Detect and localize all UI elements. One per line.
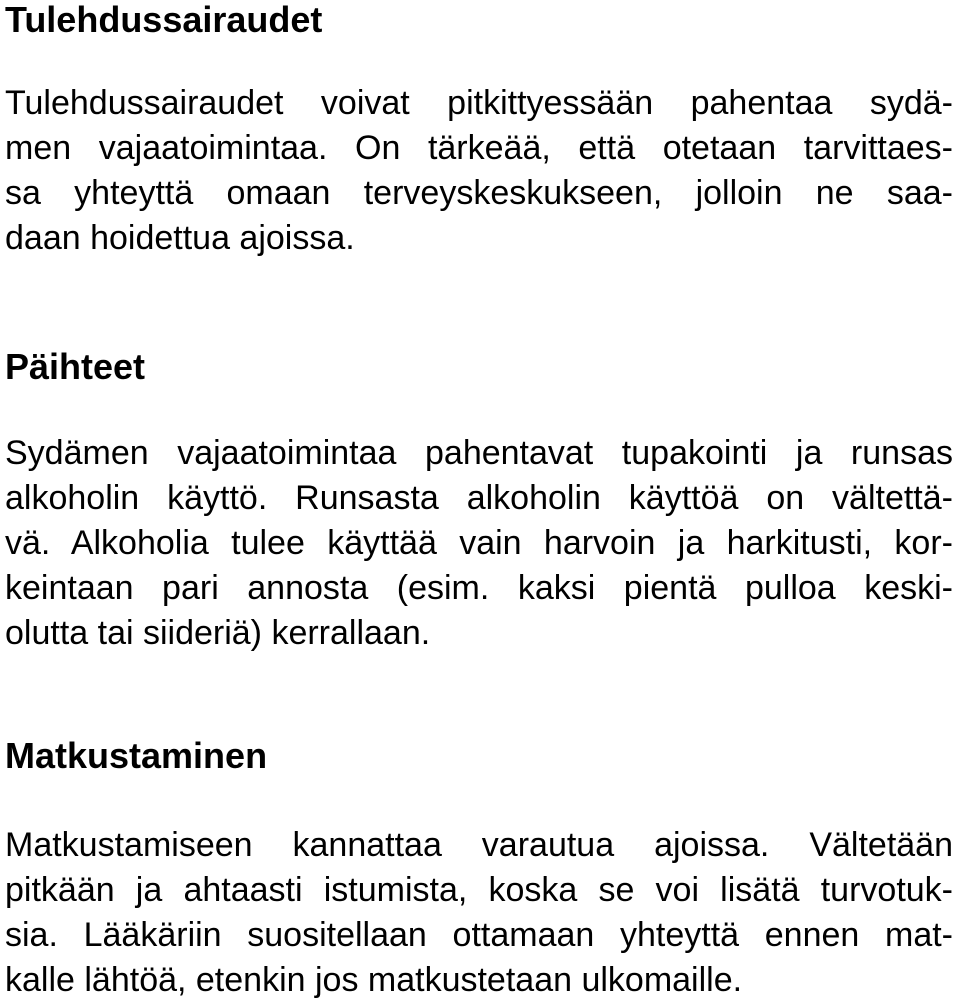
text-line: pitkään ja ahtaasti istumista, koska se voi lisätä turvotuk- [5, 871, 953, 909]
text-line: olutta tai siideriä) kerrallaan. [5, 614, 431, 652]
text-line: sia. Lääkäriin suositellaan ottamaan yhteyttä ennen mat- [5, 916, 953, 954]
text-line: kalle lähtöä, etenkin jos matkustetaan ulkomaille. [5, 961, 743, 999]
text-line: Tulehdussairaudet voivat pitkittyessään pahentaa sydä- [5, 84, 953, 122]
text-line: keintaan pari annosta (esim. kaksi pientä pulloa keski- [5, 569, 953, 607]
text-line: daan hoidettua ajoissa. [5, 219, 355, 257]
heading-matkustaminen: Matkustaminen [5, 735, 268, 776]
paragraph-matkustaminen [5, 823, 953, 1003]
text-line: sa yhteyttä omaan terveyskeskukseen, jolloin ne saa- [5, 174, 953, 212]
paragraph-paihteet [5, 431, 953, 656]
text-line: Sydämen vajaatoimintaa pahentavat tupakointi ja runsas [5, 434, 953, 472]
text-line: vä. Alkoholia tulee käyttää vain harvoin ja harkitusti, kor- [5, 524, 953, 562]
heading-paihteet: Päihteet [5, 346, 146, 387]
text-line: men vajaatoimintaa. On tärkeää, että otetaan tarvittaes- [5, 129, 953, 167]
paragraph-tulehdussairaudet [5, 81, 953, 261]
text-line: Matkustamiseen kannattaa varautua ajoissa. Vältetään [5, 826, 953, 864]
heading-tulehdussairaudet: Tulehdussairaudet [5, 0, 323, 40]
text-line: alkoholin käyttö. Runsasta alkoholin käyttöä on vältettä- [5, 479, 953, 517]
